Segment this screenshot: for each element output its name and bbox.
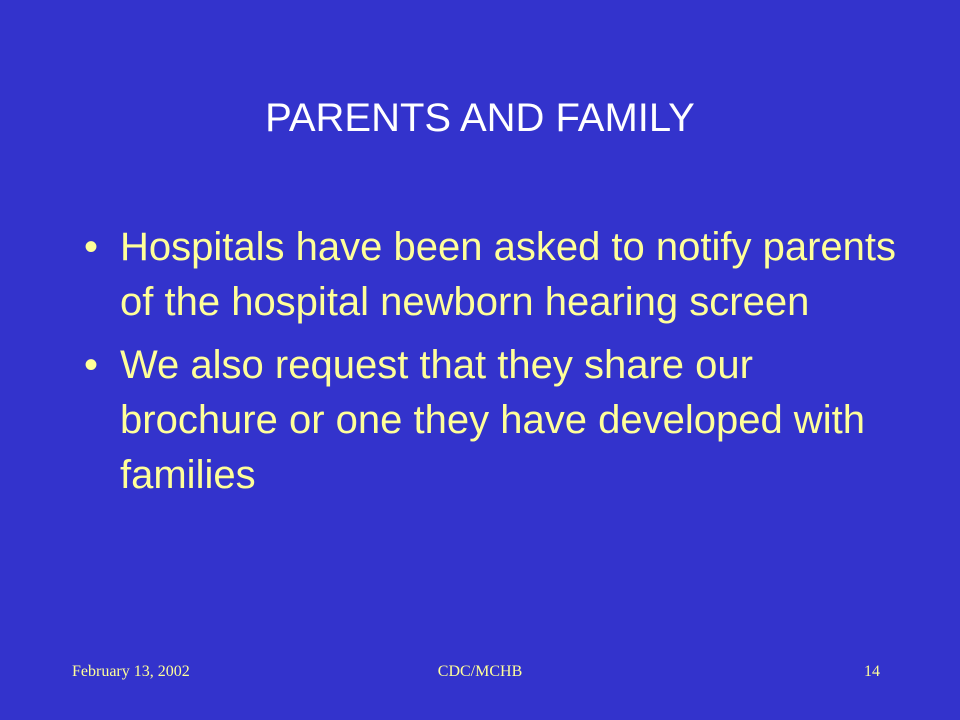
bullet-text: We also request that they share our brochure or one they have developed with families [120,343,865,497]
footer-organization: CDC/MCHB [437,663,523,680]
bullet-list [84,220,904,511]
bullet-text: Hospitals have been asked to notify parents of the hospital newborn hearing screen [120,225,897,324]
bullet-item [84,220,904,330]
bullet-icon: • [84,343,99,387]
bullet-item [84,338,904,503]
slide-title: PARENTS AND FAMILY [265,96,695,140]
footer-date: February 13, 2002 [72,663,190,680]
bullet-icon: • [84,225,99,269]
page-number: 14 [864,663,880,680]
